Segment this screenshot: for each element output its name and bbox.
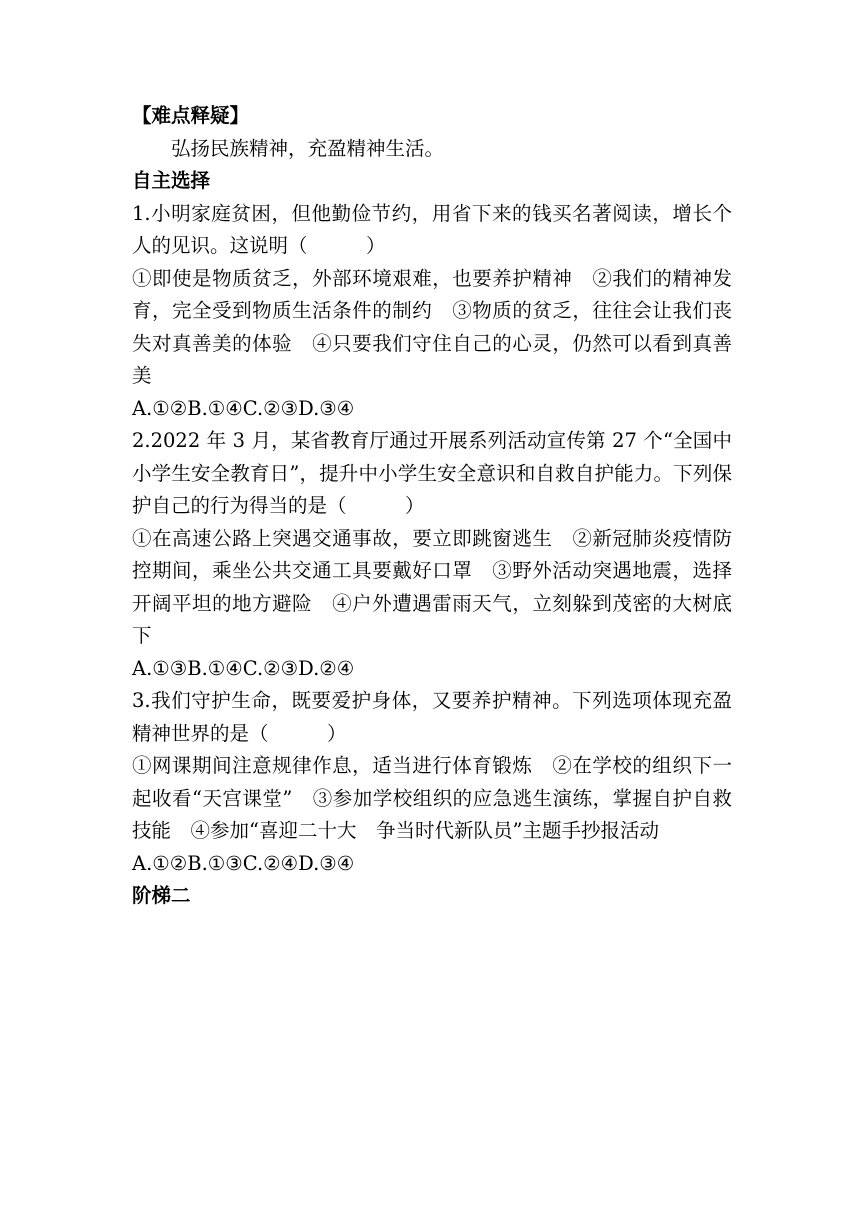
- option-a[interactable]: A.①②: [132, 396, 188, 420]
- option-a[interactable]: A.①③: [132, 656, 188, 680]
- option-b[interactable]: B.①④: [187, 396, 243, 420]
- question-1-statements: ①即使是物质贫乏，外部环境艰难，也要养护精神 ②我们的精神发育，完全受到物质生活条件的制约 ③物质的贫乏，往往会让我们丧失对真善美的体验 ④只要我们守住自己的心灵，仍然可以看到真善美: [132, 266, 732, 387]
- option-c[interactable]: C.②③: [242, 656, 299, 680]
- question-1: [132, 198, 732, 426]
- question-3-options: [132, 848, 732, 881]
- question-2-stem: 2.2022 年 3 月，某省教育厅通过开展系列活动宣传第 27 个“全国中小学生安全教育日”，提升中小学生安全意识和自救自护能力。下列保护自己的行为得当的是（ ）: [132, 429, 732, 517]
- option-c[interactable]: C.②④: [242, 851, 299, 875]
- question-3: [132, 685, 732, 880]
- option-c[interactable]: C.②③: [242, 396, 299, 420]
- option-d[interactable]: D.③④: [298, 851, 355, 875]
- question-3-stem: 3.我们守护生命，既要爱护身体，又要养护精神。下列选项体现充盈精神世界的是（ ）: [132, 689, 732, 745]
- subsection-title: 自主选择: [132, 169, 211, 192]
- intro-text: 弘扬民族精神，充盈精神生活。: [171, 136, 445, 160]
- question-2: [132, 425, 732, 685]
- option-d[interactable]: D.②④: [298, 656, 355, 680]
- question-3-statements: ①网课期间注意规律作息，适当进行体育锻炼 ②在学校的组织下一起收看“天宫课堂” ③参加学校组织的应急逃生演练，掌握自护自救技能 ④参加“喜迎二十大 争当时代新队员”主题手抄报活动: [132, 754, 732, 842]
- question-1-stem: 1.小明家庭贫困，但他勤俭节约，用省下来的钱买名著阅读，增长个人的见识。这说明（ ）: [132, 201, 732, 257]
- option-b[interactable]: B.①④: [187, 656, 243, 680]
- next-section-title: 阶梯二: [132, 884, 191, 907]
- option-a[interactable]: A.①②: [132, 851, 188, 875]
- option-b[interactable]: B.①③: [187, 851, 243, 875]
- question-2-options: [132, 653, 732, 686]
- section-title: 【难点释疑】: [132, 104, 250, 127]
- question-2-statements: ①在高速公路上突遇交通事故，要立即跳窗逃生 ②新冠肺炎疫情防控期间，乘坐公共交通工具要戴好口罩 ③野外活动突遇地震，选择开阔平坦的地方避险 ④户外遭遇雷雨天气，立刻躲到茂密的大树底下: [132, 526, 732, 647]
- document-content: [132, 100, 732, 913]
- question-1-options: [132, 393, 732, 426]
- option-d[interactable]: D.③④: [298, 396, 355, 420]
